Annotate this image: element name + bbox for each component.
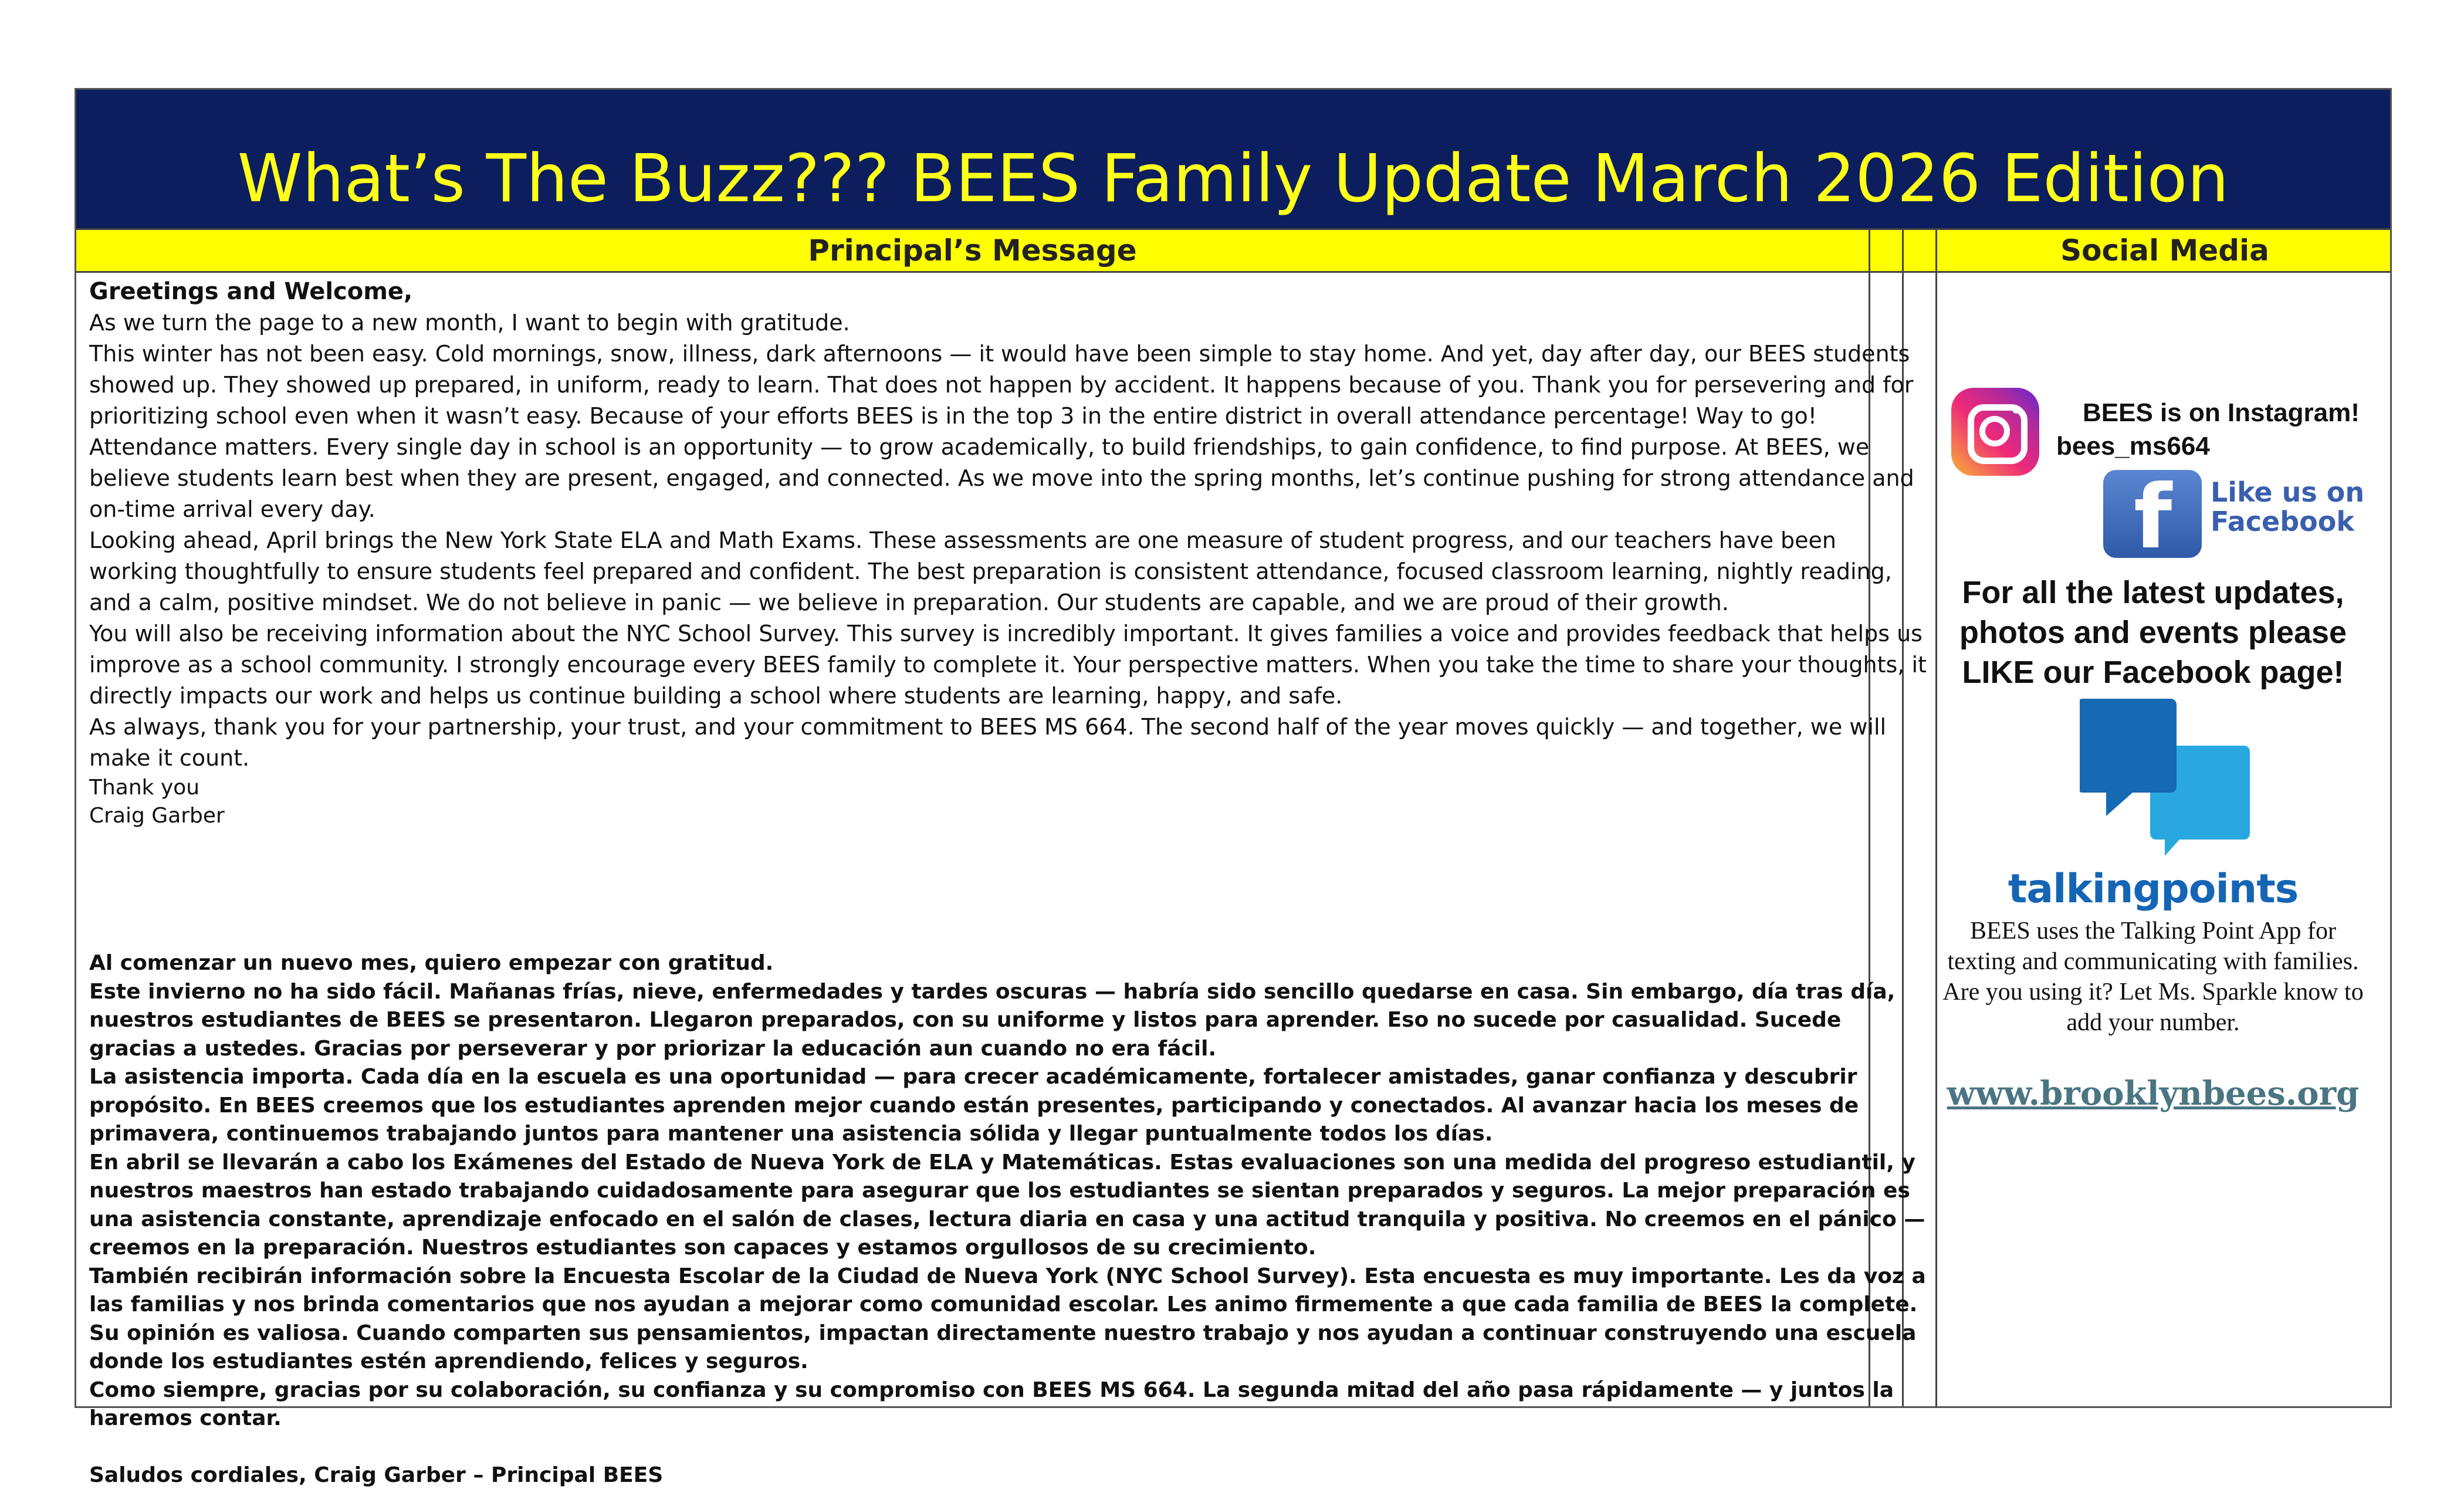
social-media-column — [1936, 276, 2394, 1391]
instagram-text: BEES is on Instagram! — [2083, 398, 2360, 427]
social-media-header: Social Media — [2060, 233, 2269, 268]
paragraph: Este invierno no ha sido fácil. Mañanas frías, nieve, enfermedades y tardes oscuras — habría sido sencillo quedarse en casa. Sin embargo, día tras día, nuestros estudiantes de BEES se presentaron. Llegaron preparados, con su uniforme y listos para aprender. Eso no sucede por casualidad. Sucede gracias a ustedes. Gracias por perseverar y por priorizar la educación aun cuando no era fácil. — [89, 979, 1896, 1061]
paragraph: También recibirán información sobre la Encuesta Escolar de la Ciudad de Nueva York (NYC School Survey). Esta encuesta es muy importante. Les da voz a las familias y nos brinda comentarios que nos ayudan a mejorar como comunidad escolar. Les animo firmemente a que cada familia de BEES la complete. Su opinión es valiosa. Cuando comparten sus pensamientos, impactan directamente nuestro trabajo y nos ayudan a continuar construyendo una escuela donde los estudiantes estén aprendiendo, felices y seguros. — [89, 1264, 1926, 1373]
paragraph: Looking ahead, April brings the New York State ELA and Math Exams. These assessments are one measure of student progress, and our teachers have been working thoughtfully to ensure students feel prepared and confident. The best preparation is consistent attendance, focused classroom learning, nightly reading, and a calm, positive mindset. We do not believe in panic — we believe in preparation. Our students are capable, and we are proud of their growth. — [89, 527, 1892, 615]
newsletter-frame — [75, 88, 2392, 1487]
facebook-note: For all the latest updates, photos and events please LIKE our Facebook page! — [1959, 575, 2347, 690]
principal-message-spanish — [89, 949, 1931, 1490]
greeting: Greetings and Welcome, — [89, 278, 413, 305]
paragraph: La asistencia importa. Cada día en la escuela es una oportunidad — para crecer académicamente, fortalecer amistades, ganar confianza y descubrir propósito. En BEES creemos que los estudiantes aprenden mejor cuando están presentes, participando y conectados. Al avanzar hacia los meses de primavera, continuemos trabajando juntos para mantener una asistencia sólida y llegar puntualmente todos los días. — [89, 1065, 1859, 1146]
spacer — [89, 1433, 1931, 1461]
facebook-like-line1: Like us on — [2211, 476, 2365, 508]
website-link[interactable]: www.brooklynbees.org — [1947, 1074, 2360, 1113]
paragraph: You will also be receiving information about the NYC School Survey. This survey is incredibly important. It gives families a voice and provides feedback that helps us improve as a school community. I strongly encourage every BEES family to complete it. Your perspective matters. When you take the time to share your thoughts, it directly impacts our work and helps us continue building a school where students are learning, happy, and safe. — [89, 621, 1927, 709]
facebook-icon[interactable]: f — [2103, 470, 2202, 558]
paragraph: As we turn the page to a new month, I want to begin with gratitude. — [89, 310, 850, 336]
banner — [76, 90, 2390, 228]
paragraph: As always, thank you for your partnership, your trust, and your commitment to BEES MS 664. The second half of the year moves quickly — and together, we will make it count. — [89, 714, 1887, 771]
signature: Craig Garber — [89, 804, 225, 828]
chat-bubbles-icon — [2080, 699, 2250, 857]
closing: Thank you — [89, 776, 200, 800]
signoff: Saludos cordiales, Craig Garber – Principal BEES — [89, 1463, 664, 1487]
paragraph: Attendance matters. Every single day in school is an opportunity — to grow academically, to build friendships, to gain confidence, to find purpose. At BEES, we believe students learn best when they are present, engaged, and connected. As we move into the spring months, let’s continue pushing for strong attendance and on-time arrival every day. — [89, 434, 1914, 522]
talkingpoints-note: BEES uses the Talking Point App for texting and communicating with families. Are you using it? Let Ms. Sparkle know to add your number. — [1942, 918, 2364, 1036]
section-header-row — [76, 228, 2390, 273]
facebook-like-line2: Facebook — [2211, 506, 2354, 537]
paragraph: Como siempre, gracias por su colaboración, su confianza y su compromiso con BEES MS 664. La segunda mitad del año pasa rápidamente — y juntos la haremos contar. — [89, 1377, 1894, 1430]
instagram-handle[interactable]: bees_ms664 — [2056, 432, 2210, 461]
paragraph: En abril se llevarán a cabo los Exámenes del Estado de Nueva York de ELA y Matemáticas. Estas evaluaciones son una medida del progreso estudiantil, y nuestros maestros han estado trabajando cuidadosamente para asegurar que los estudiantes se sientan preparados y seguros. La mejor preparación es una asistencia constante, aprendizaje enfocado en el salón de clases, lectura diaria en casa y una actitud tranquila y positiva. No creemos en el pánico — creemos en la preparación. Nuestros estudiantes son capaces y estamos orgullosos de su crecimiento. — [89, 1150, 1925, 1260]
instagram-icon[interactable] — [1951, 388, 2039, 476]
facebook-like-logo[interactable] — [2211, 478, 2364, 536]
banner-title: What’s The Buzz??? BEES Family Update March 2026 Edition — [237, 141, 2229, 217]
principal-message-header: Principal’s Message — [808, 233, 1137, 268]
paragraph: Al comenzar un nuevo mes, quiero empezar con gratitud. — [89, 951, 774, 975]
paragraph: This winter has not been easy. Cold mornings, snow, illness, dark afternoons — it would have been simple to stay home. And yet, day after day, our BEES students showed up. They showed up prepared, in uniform, ready to learn. That does not happen by accident. It happens because of you. Thank you for persevering and for prioritizing school even when it wasn’t easy. Because of your efforts BEES is in the top 3 in the entire district in overall attendance percentage! Way to go! — [89, 341, 1914, 429]
principal-message-english — [89, 276, 1931, 830]
talkingpoints-logo: talkingpoints — [2008, 866, 2299, 912]
